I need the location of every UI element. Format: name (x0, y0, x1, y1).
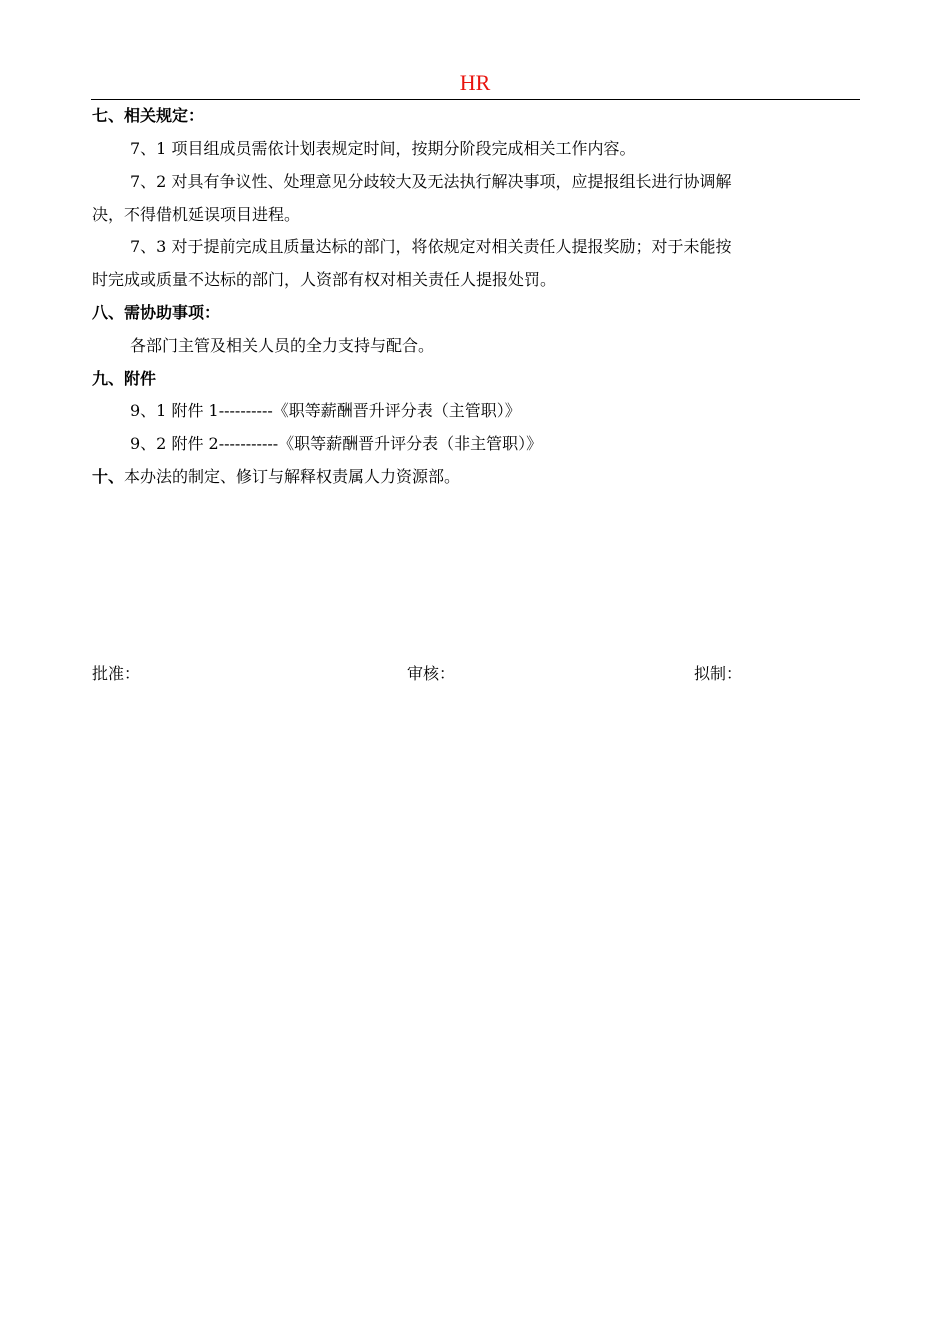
section-8-heading: 八、需协助事项： (92, 303, 221, 322)
section-7-item-2-line-2: 决，不得借机延误项目进程。 (92, 205, 301, 224)
section-10-body: 本办法的制定、修订与解释权责属人力资源部。 (124, 467, 461, 486)
section-9-heading: 九、附件 (92, 369, 157, 388)
section-8-body: 各部门主管及相关人员的全力支持与配合。 (130, 336, 435, 355)
section-7-item-3-line-1: 7、3 对于提前完成且质量达标的部门，将依规定对相关责任人提报奖励；对于未能按 (130, 237, 732, 256)
section-7-item-2-line-1: 7、2 对具有争议性、处理意见分歧较大及无法执行解决事项，应提报组长进行协调解 (130, 172, 732, 191)
review-label: 审核： (407, 664, 456, 683)
section-10-heading: 十、 (92, 467, 125, 486)
section-10 (92, 467, 860, 487)
approve-label: 批准： (92, 664, 141, 683)
header-title: HR (459, 70, 491, 95)
section-9-item-1: 9、1 附件 1----------《职等薪酬晋升评分表（主管职）》 (130, 401, 521, 420)
header-divider (91, 99, 860, 100)
section-9-item-2: 9、2 附件 2-----------《职等薪酬晋升评分表（非主管职）》 (130, 434, 543, 453)
draft-label: 拟制： (694, 664, 743, 683)
section-7-item-3-line-2: 时完成或质量不达标的部门，人资部有权对相关责任人提报处罚。 (92, 270, 557, 289)
section-7-heading: 七、相关规定： (92, 106, 205, 125)
section-7-item-1: 7、1 项目组成员需依计划表规定时间，按期分阶段完成相关工作内容。 (130, 139, 636, 158)
